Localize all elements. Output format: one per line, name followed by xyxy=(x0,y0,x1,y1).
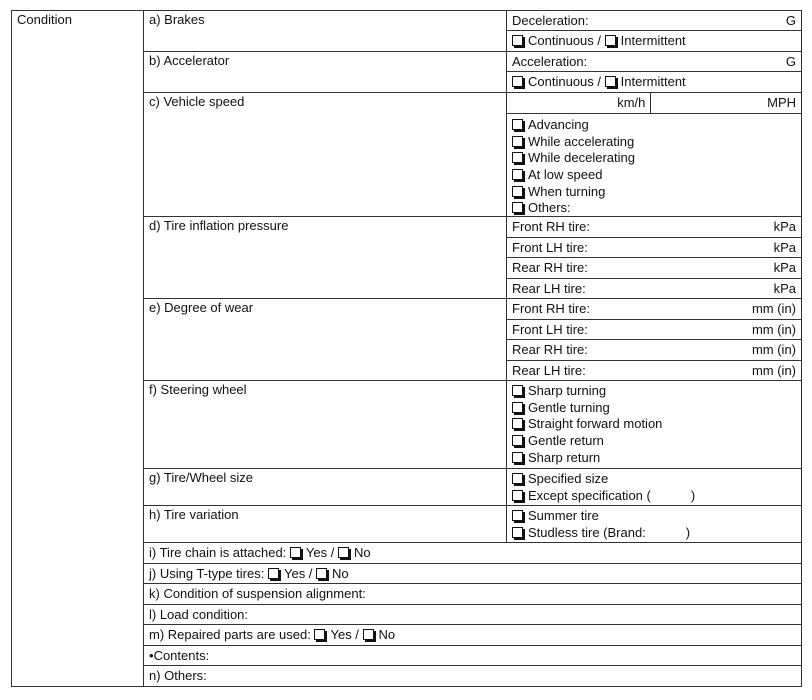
wear-tire: Rear RH tire: xyxy=(512,342,588,358)
wear-tire: Rear LH tire: xyxy=(512,363,586,379)
wear-tire: Front LH tire: xyxy=(512,322,588,338)
pressure-unit: kPa xyxy=(773,281,796,297)
while-accelerating-checkbox[interactable] xyxy=(512,136,523,147)
vehicle-speed-label: c) Vehicle speed xyxy=(144,93,507,217)
sharp-return-checkbox[interactable] xyxy=(512,452,523,463)
brakes-continuous-checkbox[interactable] xyxy=(512,35,523,46)
wear-row xyxy=(507,320,802,340)
repaired-parts-label: m) Repaired parts are used: xyxy=(149,627,311,643)
others-row xyxy=(144,666,802,687)
opt-advancing: Advancing xyxy=(528,116,589,132)
wear-unit: mm (in) xyxy=(751,342,796,358)
opt-while-decelerating: While decelerating xyxy=(528,150,635,166)
opt-when-turning: When turning xyxy=(528,183,606,199)
pressure-row xyxy=(507,258,802,279)
load-row xyxy=(144,605,802,625)
gentle-return-checkbox[interactable] xyxy=(512,435,523,446)
wheel-size-options xyxy=(507,469,802,506)
opt-while-accelerating: While accelerating xyxy=(528,133,635,149)
t-type-yes-label: Yes / xyxy=(283,566,313,582)
accel-label: Acceleration: xyxy=(512,54,588,69)
accel-continuous-label: Continuous / xyxy=(528,74,602,89)
brakes-intermittent-label: Intermittent xyxy=(620,33,686,48)
studless-close: ) xyxy=(685,524,691,540)
brakes-continuous-label: Continuous / xyxy=(528,33,602,48)
advancing-checkbox[interactable] xyxy=(512,119,523,130)
pressure-row xyxy=(507,217,802,238)
mph-cell xyxy=(651,93,802,114)
t-type-no-label: No xyxy=(332,566,349,582)
steering-options xyxy=(507,381,802,469)
brakes-mode-row xyxy=(507,31,802,52)
pressure-tire: Rear RH tire: xyxy=(512,260,588,276)
at-low-speed-checkbox[interactable] xyxy=(512,169,523,180)
chain-no-label: No xyxy=(353,545,371,561)
wear-unit: mm (in) xyxy=(751,363,796,379)
repaired-yes-label: Yes / xyxy=(330,627,359,643)
t-type-row xyxy=(144,564,802,584)
pressure-unit: kPa xyxy=(773,240,796,256)
studless-tire-checkbox[interactable] xyxy=(512,527,523,538)
decel-label: Deceleration: xyxy=(512,13,589,28)
brakes-intermittent-checkbox[interactable] xyxy=(605,35,616,46)
others-checkbox[interactable] xyxy=(512,202,523,213)
mph-unit: MPH xyxy=(767,95,796,110)
tire-chain-label: i) Tire chain is attached: xyxy=(149,545,287,561)
others-label: n) Others: xyxy=(149,668,207,684)
pressure-tire: Front LH tire: xyxy=(512,240,588,256)
t-type-yes-checkbox[interactable] xyxy=(268,568,279,579)
accel-intermittent-label: Intermittent xyxy=(620,74,686,89)
t-type-no-checkbox[interactable] xyxy=(316,568,327,579)
pressure-unit: kPa xyxy=(773,260,796,276)
opt-except-spec: Except specification ( xyxy=(528,487,651,503)
suspension-label: k) Condition of suspension alignment: xyxy=(149,586,366,602)
pressure-row xyxy=(507,279,802,299)
repaired-no-label: No xyxy=(378,627,396,643)
wear-row xyxy=(507,299,802,320)
accel-continuous-checkbox[interactable] xyxy=(512,76,523,87)
wear-tire: Front RH tire: xyxy=(512,301,591,317)
while-decelerating-checkbox[interactable] xyxy=(512,152,523,163)
gentle-turning-checkbox[interactable] xyxy=(512,402,523,413)
accel-mode-row xyxy=(507,72,802,93)
accel-unit: G xyxy=(785,54,796,69)
sharp-turning-checkbox[interactable] xyxy=(512,385,523,396)
pressure-unit: kPa xyxy=(773,219,796,235)
accelerator-label: b) Accelerator xyxy=(144,52,507,93)
speed-options xyxy=(507,114,802,217)
chain-no-checkbox[interactable] xyxy=(338,547,349,558)
contents-label: • Contents: xyxy=(149,647,209,664)
repaired-no-checkbox[interactable] xyxy=(363,629,374,640)
wear-row xyxy=(507,361,802,381)
accel-intermittent-checkbox[interactable] xyxy=(605,76,616,87)
specified-size-checkbox[interactable] xyxy=(512,473,523,484)
steering-label: f) Steering wheel xyxy=(144,381,507,469)
repaired-yes-checkbox[interactable] xyxy=(314,629,325,640)
opt-sharp-turning: Sharp turning xyxy=(528,382,607,398)
wheel-size-label: g) Tire/Wheel size xyxy=(144,469,507,506)
except-spec-close: ) xyxy=(690,487,696,503)
opt-others: Others: xyxy=(528,200,571,216)
straight-forward-checkbox[interactable] xyxy=(512,418,523,429)
brakes-label: a) Brakes xyxy=(144,11,507,52)
opt-gentle-return: Gentle return xyxy=(528,433,604,449)
wear-unit: mm (in) xyxy=(751,301,796,317)
pressure-tire: Front RH tire: xyxy=(512,219,591,235)
brakes-decel-row xyxy=(507,11,802,31)
chain-yes-label: Yes / xyxy=(305,545,335,561)
opt-studless-tire: Studless tire (Brand: xyxy=(528,524,646,540)
condition-table xyxy=(11,10,802,687)
opt-gentle-turning: Gentle turning xyxy=(528,399,610,415)
suspension-row xyxy=(144,584,802,605)
repaired-parts-row xyxy=(144,625,802,646)
accel-row xyxy=(507,52,802,72)
decel-unit: G xyxy=(785,13,796,28)
t-type-label: j) Using T-type tires: xyxy=(149,566,265,582)
tire-chain-row xyxy=(144,543,802,564)
when-turning-checkbox[interactable] xyxy=(512,186,523,197)
opt-straight-forward: Straight forward motion xyxy=(528,416,663,432)
pressure-row xyxy=(507,238,802,258)
chain-yes-checkbox[interactable] xyxy=(290,547,301,558)
condition-label: Condition xyxy=(12,11,144,687)
wear-label: e) Degree of wear xyxy=(144,299,507,381)
opt-summer-tire: Summer tire xyxy=(528,507,599,523)
kmh-cell xyxy=(507,93,651,114)
opt-sharp-return: Sharp return xyxy=(528,449,601,465)
pressure-tire: Rear LH tire: xyxy=(512,281,586,297)
except-spec-checkbox[interactable] xyxy=(512,490,523,501)
kmh-unit: km/h xyxy=(617,95,646,110)
wear-unit: mm (in) xyxy=(751,322,796,338)
contents-row xyxy=(144,646,802,666)
tire-pressure-label: d) Tire inflation pressure xyxy=(144,217,507,299)
opt-at-low-speed: At low speed xyxy=(528,166,603,182)
load-label: l) Load condition: xyxy=(149,607,249,623)
variation-label: h) Tire variation xyxy=(144,506,507,543)
wear-row xyxy=(507,340,802,361)
variation-options xyxy=(507,506,802,543)
opt-specified-size: Specified size xyxy=(528,470,609,486)
summer-tire-checkbox[interactable] xyxy=(512,510,523,521)
